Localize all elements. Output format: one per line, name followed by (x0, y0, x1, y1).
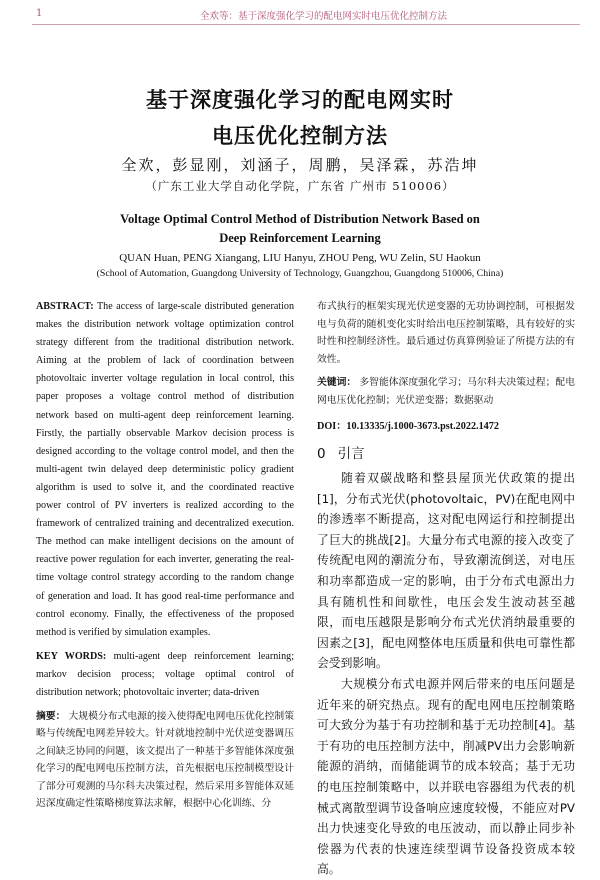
abstract-zh (36, 708, 294, 813)
abstract-en-label: ABSTRACT: (36, 301, 94, 312)
keywords-en-text: multi-agent deep reinforcement learning; markov decision process; voltage optimal control of distribution network; photovoltaic inverter; data-driven (36, 650, 294, 698)
abstract-zh-continued: 布式执行的框架实现光伏逆变器的无功协调控制，可根据发电与负荷的随机变化实时给出电压控制策略，具有较好的实时性和控制经济性。最后通过仿真算例验证了所提方法的有效性。 (317, 301, 575, 365)
left-column (36, 298, 294, 813)
title-en-line2: Deep Reinforcement Learning (219, 231, 381, 245)
running-header (32, 10, 580, 25)
keywords-zh-label: 关键词： (317, 377, 357, 388)
title-zh-line1: 基于深度强化学习的配电网实时 (146, 88, 454, 112)
keywords-en (36, 648, 294, 702)
page-number: 1 (36, 8, 43, 19)
section-number: 0 (317, 446, 326, 462)
running-title: 全欢等：基于深度强化学习的配电网实时电压优化控制方法 (200, 11, 448, 22)
keywords-zh (317, 374, 575, 409)
affiliation-en: (School of Automation, Guangdong University of Technology, Guangzhou, Guangdong 510006, China) (96, 268, 504, 279)
keywords-zh-text: 多智能体深度强化学习；马尔科夫决策过程；配电网电压优化控制；光伏逆变器；数据驱动 (317, 377, 576, 406)
doi: DOI：10.13335/j.1000-3673.pst.2022.1472 (317, 421, 499, 432)
keywords-en-label: KEY WORDS: (36, 650, 107, 662)
abstract-zh-text: 大规模分布式电源的接入使得配电网电压优化控制策略与传统配电网差异较大。针对就地控制中光伏逆变器调压之间缺乏协同的问题，该文提出了一种基于多智能体深度强化学习的配电网电压控制方法，首先根据电压控制模型设计了部分可观测的马尔科夫决策过程，然后采用多智能体双延迟深度确定性策略梯度算法求解，根据中心化训练、分 (36, 710, 295, 810)
right-column (317, 298, 575, 880)
title-en-line1: Voltage Optimal Control Method of Distribution Network Based on (120, 212, 480, 226)
intro-paragraph-2: 大规模分布式电源并网后带来的电压问题是近年来的研究热点。现有的配电网电压控制策略可大致分为基于有功控制和基于无功控制[4]。基于有功的电压控制方法中，削减PV出力会影响新能源的消纳，而储能调节的成本较高；基于无功的电压控制策略中，以并联电容器组为代表的机械式离散型调节设备响应速度较慢，不能应对PV出力快速变化导致的电压波动，而以静止同步补偿器为代表的快速连续型调节设备投资成本较高。 (317, 676, 575, 877)
abstract-zh-label: 摘要： (36, 710, 66, 722)
section-heading (317, 442, 575, 462)
abstract-en-text: The access of large-scale distributed generation makes the distribution network voltage optimization control strategy different from the traditional distribution network. Aiming at the problem of lack of coordination between photovoltaic inverter voltage regulation in local control, this paper proposes a voltage control method of distribution network based on multi-agent deep reinforcement learning. Firstly, the partially observable Markov decision process is designed according to the voltage control model, and then the multi-agent twin delayed deep deterministic policy gradient algorithm is used to solve it, and the coordinated reactive power control of PV inverters is realized according to the framework of centralized training and decentralized execution. The method can make intelligent decisions on the amount of reactive power regulation for each inverter, generating the real-time voltage control strategy according to the random change of generation and load. It has good real-time performance and control economy. Finally, the effectiveness of the proposed method is verified by simulation examples. (36, 301, 294, 638)
intro-paragraph-1: 随着双碳战略和整县屋顶光伏政策的提出[1]，分布式光伏(photovoltaic，PV)在配电网中的渗透率不断提高，这对配电网运行和控制提出了巨大的挑战[2]。大量分布式电源的接入改变了传统配电网的潮流分布，导致潮流倒送，对电压和功率都造成一定的影响，由于分布式电源出力具有随机性和间歇性，电压会发生波动甚至越限，而电压越限是影响分布式光伏消纳最重要的因素之[3]，配电网整体电压质量和供电可靠性都会受到影响。 (317, 471, 575, 671)
affiliation-zh: （广东工业大学自动化学院，广东省 广州市 510006） (145, 179, 455, 193)
section-title: 引言 (337, 446, 365, 462)
abstract-en (36, 298, 294, 642)
title-zh-line2: 电压优化控制方法 (212, 124, 388, 148)
authors-zh: 全欢，彭显刚，刘涵子，周鹏，吴泽霖，苏浩坤 (121, 156, 479, 174)
authors-en: QUAN Huan, PENG Xiangang, LIU Hanyu, ZHOU Peng, WU Zelin, SU Haokun (119, 252, 481, 264)
